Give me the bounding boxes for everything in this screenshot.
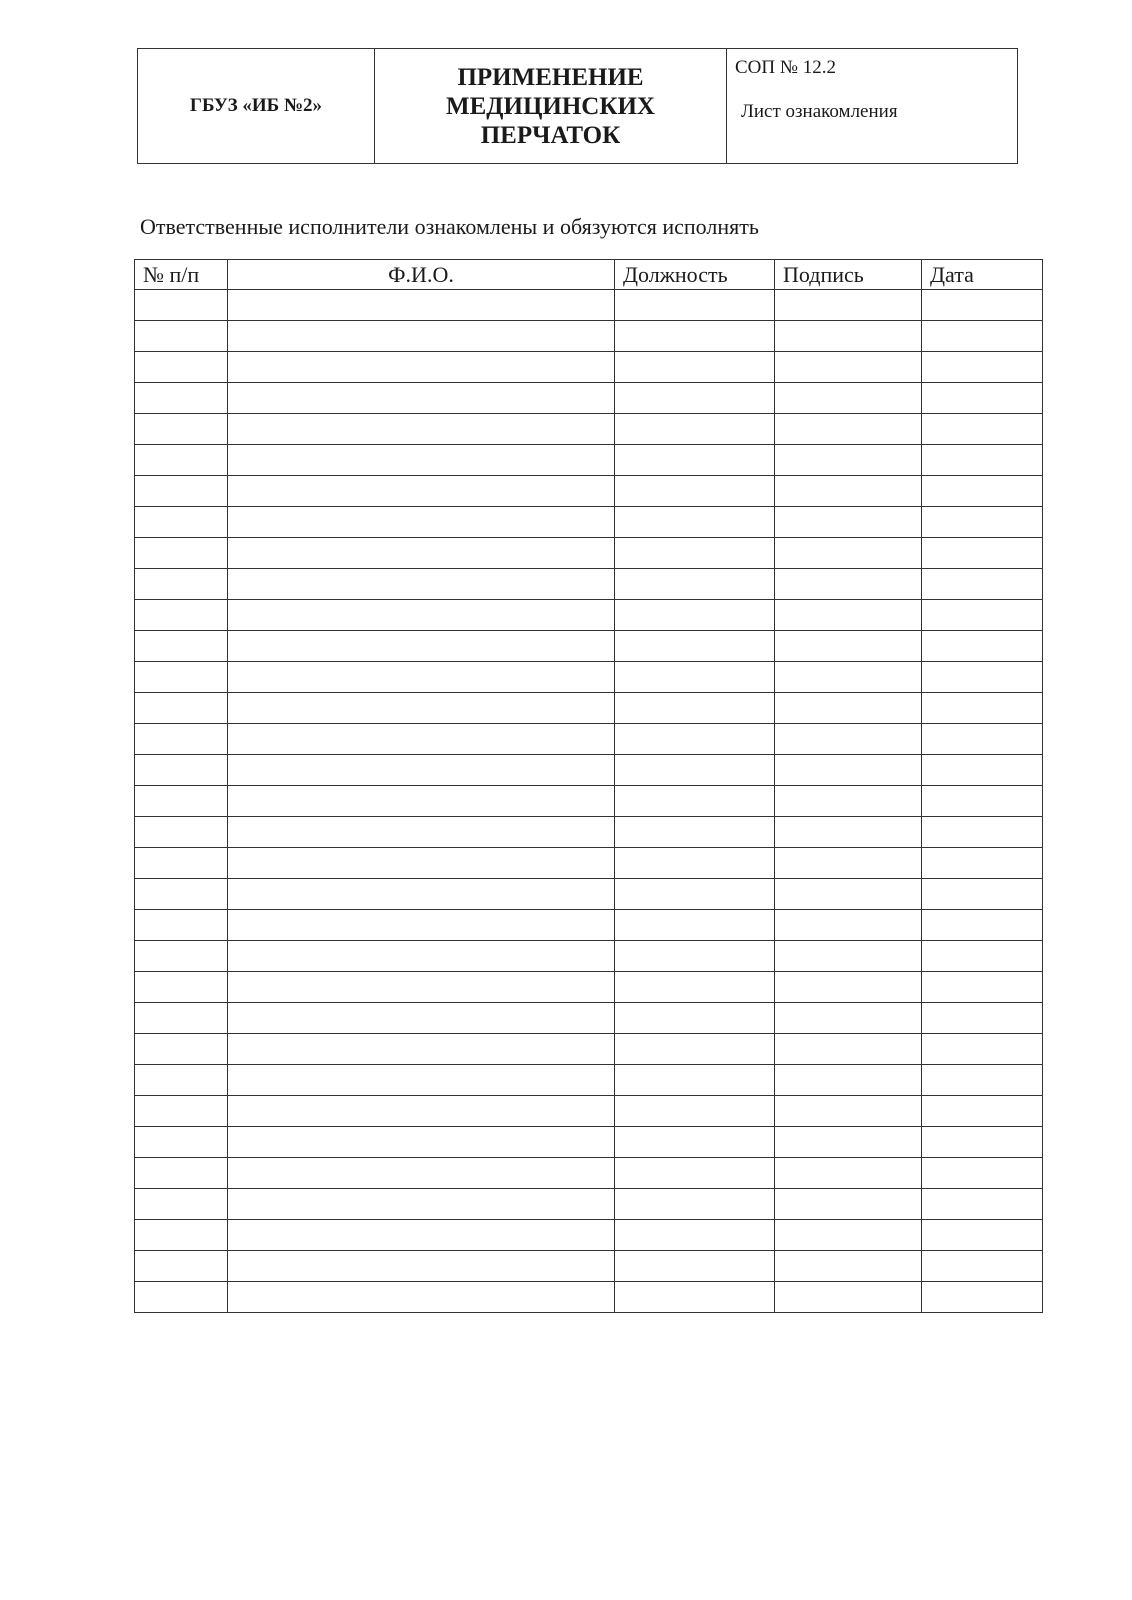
cell-date (922, 538, 1043, 569)
cell-full-name (228, 290, 615, 321)
cell-number (135, 1189, 228, 1220)
cell-date (922, 1282, 1043, 1313)
cell-date (922, 290, 1043, 321)
cell-full-name (228, 538, 615, 569)
cell-position (615, 631, 775, 662)
sop-number: СОП № 12.2 (735, 57, 836, 78)
cell-number (135, 538, 228, 569)
table-row (135, 1189, 1043, 1220)
cell-position (615, 1003, 775, 1034)
cell-signature (775, 848, 922, 879)
cell-full-name (228, 724, 615, 755)
cell-signature (775, 1220, 922, 1251)
cell-number (135, 1096, 228, 1127)
cell-signature (775, 1065, 922, 1096)
table-row (135, 600, 1043, 631)
cell-position (615, 1034, 775, 1065)
cell-date (922, 1220, 1043, 1251)
cell-number (135, 1251, 228, 1282)
title-line-3: ПЕРЧАТОК (480, 121, 621, 149)
table-row (135, 724, 1043, 755)
cell-number (135, 507, 228, 538)
table-row (135, 941, 1043, 972)
table-row (135, 848, 1043, 879)
cell-full-name (228, 972, 615, 1003)
cell-signature (775, 662, 922, 693)
cell-full-name (228, 1189, 615, 1220)
cell-full-name (228, 786, 615, 817)
table-row (135, 1065, 1043, 1096)
cell-full-name (228, 321, 615, 352)
intro-statement: Ответственные исполнители ознакомлены и обязуются исполнять (140, 214, 759, 239)
cell-date (922, 352, 1043, 383)
column-header-full-name: Ф.И.О. (228, 260, 615, 290)
cell-position (615, 662, 775, 693)
cell-full-name (228, 848, 615, 879)
column-header-position: Должность (615, 260, 775, 290)
cell-number (135, 1034, 228, 1065)
cell-date (922, 879, 1043, 910)
cell-signature (775, 786, 922, 817)
column-header-signature: Подпись (775, 260, 922, 290)
cell-signature (775, 352, 922, 383)
cell-full-name (228, 1158, 615, 1189)
cell-date (922, 786, 1043, 817)
cell-full-name (228, 507, 615, 538)
cell-number (135, 290, 228, 321)
cell-full-name (228, 383, 615, 414)
cell-position (615, 352, 775, 383)
cell-signature (775, 383, 922, 414)
cell-position (615, 569, 775, 600)
table-row (135, 352, 1043, 383)
cell-number (135, 414, 228, 445)
cell-position (615, 879, 775, 910)
cell-full-name (228, 817, 615, 848)
cell-number (135, 1220, 228, 1251)
cell-number (135, 631, 228, 662)
table-row (135, 1251, 1043, 1282)
cell-position (615, 1096, 775, 1127)
cell-full-name (228, 1065, 615, 1096)
cell-full-name (228, 569, 615, 600)
cell-position (615, 507, 775, 538)
cell-number (135, 724, 228, 755)
cell-position (615, 414, 775, 445)
cell-full-name (228, 476, 615, 507)
cell-signature (775, 290, 922, 321)
table-row (135, 445, 1043, 476)
cell-signature (775, 1003, 922, 1034)
cell-signature (775, 972, 922, 1003)
cell-signature (775, 1251, 922, 1282)
cell-date (922, 910, 1043, 941)
cell-number (135, 662, 228, 693)
cell-full-name (228, 941, 615, 972)
cell-full-name (228, 1251, 615, 1282)
cell-date (922, 724, 1043, 755)
cell-signature (775, 941, 922, 972)
cell-position (615, 1189, 775, 1220)
cell-position (615, 755, 775, 786)
cell-signature (775, 1282, 922, 1313)
cell-full-name (228, 1127, 615, 1158)
cell-full-name (228, 1220, 615, 1251)
table-row (135, 1096, 1043, 1127)
table-row (135, 910, 1043, 941)
cell-full-name (228, 1282, 615, 1313)
cell-full-name (228, 600, 615, 631)
cell-date (922, 1096, 1043, 1127)
table-row (135, 1158, 1043, 1189)
cell-date (922, 445, 1043, 476)
cell-position (615, 290, 775, 321)
cell-date (922, 569, 1043, 600)
cell-number (135, 569, 228, 600)
cell-signature (775, 1034, 922, 1065)
cell-number (135, 1127, 228, 1158)
cell-signature (775, 631, 922, 662)
cell-position (615, 321, 775, 352)
cell-full-name (228, 1003, 615, 1034)
cell-number (135, 972, 228, 1003)
cell-position (615, 1251, 775, 1282)
cell-number (135, 321, 228, 352)
cell-signature (775, 1096, 922, 1127)
table-row (135, 631, 1043, 662)
cell-number (135, 786, 228, 817)
cell-position (615, 910, 775, 941)
cell-signature (775, 538, 922, 569)
cell-date (922, 414, 1043, 445)
cell-full-name (228, 631, 615, 662)
cell-number (135, 600, 228, 631)
cell-full-name (228, 879, 615, 910)
cell-date (922, 693, 1043, 724)
cell-date (922, 662, 1043, 693)
cell-signature (775, 600, 922, 631)
table-row (135, 786, 1043, 817)
table-row (135, 662, 1043, 693)
cell-position (615, 1282, 775, 1313)
cell-position (615, 693, 775, 724)
cell-date (922, 817, 1043, 848)
cell-signature (775, 476, 922, 507)
table-row (135, 755, 1043, 786)
table-row (135, 1282, 1043, 1313)
cell-full-name (228, 693, 615, 724)
cell-full-name (228, 662, 615, 693)
cell-number (135, 1158, 228, 1189)
cell-date (922, 1251, 1043, 1282)
table-row (135, 507, 1043, 538)
cell-number (135, 445, 228, 476)
cell-date (922, 1034, 1043, 1065)
document-reference (727, 49, 1018, 164)
cell-date (922, 600, 1043, 631)
cell-date (922, 476, 1043, 507)
cell-date (922, 321, 1043, 352)
document-title (375, 49, 727, 164)
cell-full-name (228, 1034, 615, 1065)
cell-number (135, 879, 228, 910)
cell-position (615, 1220, 775, 1251)
cell-position (615, 1065, 775, 1096)
table-row (135, 538, 1043, 569)
cell-position (615, 476, 775, 507)
table-row (135, 879, 1043, 910)
cell-position (615, 724, 775, 755)
cell-date (922, 848, 1043, 879)
cell-position (615, 600, 775, 631)
table-row (135, 1220, 1043, 1251)
table-row (135, 383, 1043, 414)
cell-position (615, 445, 775, 476)
cell-signature (775, 910, 922, 941)
cell-signature (775, 879, 922, 910)
table-row (135, 290, 1043, 321)
cell-position (615, 817, 775, 848)
cell-signature (775, 755, 922, 786)
cell-position (615, 383, 775, 414)
title-line-2: МЕДИЦИНСКИХ (446, 92, 655, 120)
cell-full-name (228, 414, 615, 445)
cell-full-name (228, 910, 615, 941)
cell-date (922, 631, 1043, 662)
organization-name: ГБУЗ «ИБ №2» (138, 49, 375, 164)
table-body (135, 290, 1043, 1313)
acknowledgement-table (134, 259, 1043, 1313)
cell-number (135, 352, 228, 383)
cell-full-name (228, 1096, 615, 1127)
cell-number (135, 817, 228, 848)
cell-date (922, 383, 1043, 414)
cell-signature (775, 693, 922, 724)
table-row (135, 972, 1043, 1003)
cell-signature (775, 817, 922, 848)
cell-number (135, 941, 228, 972)
table-row (135, 1127, 1043, 1158)
cell-date (922, 755, 1043, 786)
cell-number (135, 1282, 228, 1313)
document-header (137, 48, 1018, 164)
cell-position (615, 972, 775, 1003)
column-header-date: Дата (922, 260, 1043, 290)
cell-number (135, 1065, 228, 1096)
table-row (135, 1034, 1043, 1065)
table-row (135, 414, 1043, 445)
cell-position (615, 1158, 775, 1189)
table-row (135, 1003, 1043, 1034)
table-row (135, 476, 1043, 507)
cell-position (615, 848, 775, 879)
cell-number (135, 693, 228, 724)
table-row (135, 817, 1043, 848)
cell-number (135, 755, 228, 786)
sheet-name: Лист ознакомления (741, 101, 898, 122)
cell-date (922, 1065, 1043, 1096)
cell-date (922, 507, 1043, 538)
cell-signature (775, 321, 922, 352)
cell-position (615, 1127, 775, 1158)
table-header-row (135, 260, 1043, 290)
cell-position (615, 538, 775, 569)
cell-number (135, 383, 228, 414)
cell-signature (775, 1189, 922, 1220)
cell-position (615, 786, 775, 817)
cell-number (135, 910, 228, 941)
cell-date (922, 1189, 1043, 1220)
cell-signature (775, 569, 922, 600)
cell-date (922, 1158, 1043, 1189)
cell-number (135, 1003, 228, 1034)
table-row (135, 569, 1043, 600)
cell-signature (775, 445, 922, 476)
cell-date (922, 1127, 1043, 1158)
table-row (135, 321, 1043, 352)
cell-date (922, 972, 1043, 1003)
cell-position (615, 941, 775, 972)
title-line-1: ПРИМЕНЕНИЕ (457, 63, 644, 91)
cell-full-name (228, 445, 615, 476)
column-header-number: № п/п (135, 260, 228, 290)
cell-signature (775, 507, 922, 538)
cell-date (922, 941, 1043, 972)
cell-signature (775, 1127, 922, 1158)
cell-signature (775, 414, 922, 445)
cell-full-name (228, 755, 615, 786)
table-row (135, 693, 1043, 724)
cell-date (922, 1003, 1043, 1034)
cell-number (135, 848, 228, 879)
cell-full-name (228, 352, 615, 383)
cell-signature (775, 1158, 922, 1189)
cell-number (135, 476, 228, 507)
cell-signature (775, 724, 922, 755)
